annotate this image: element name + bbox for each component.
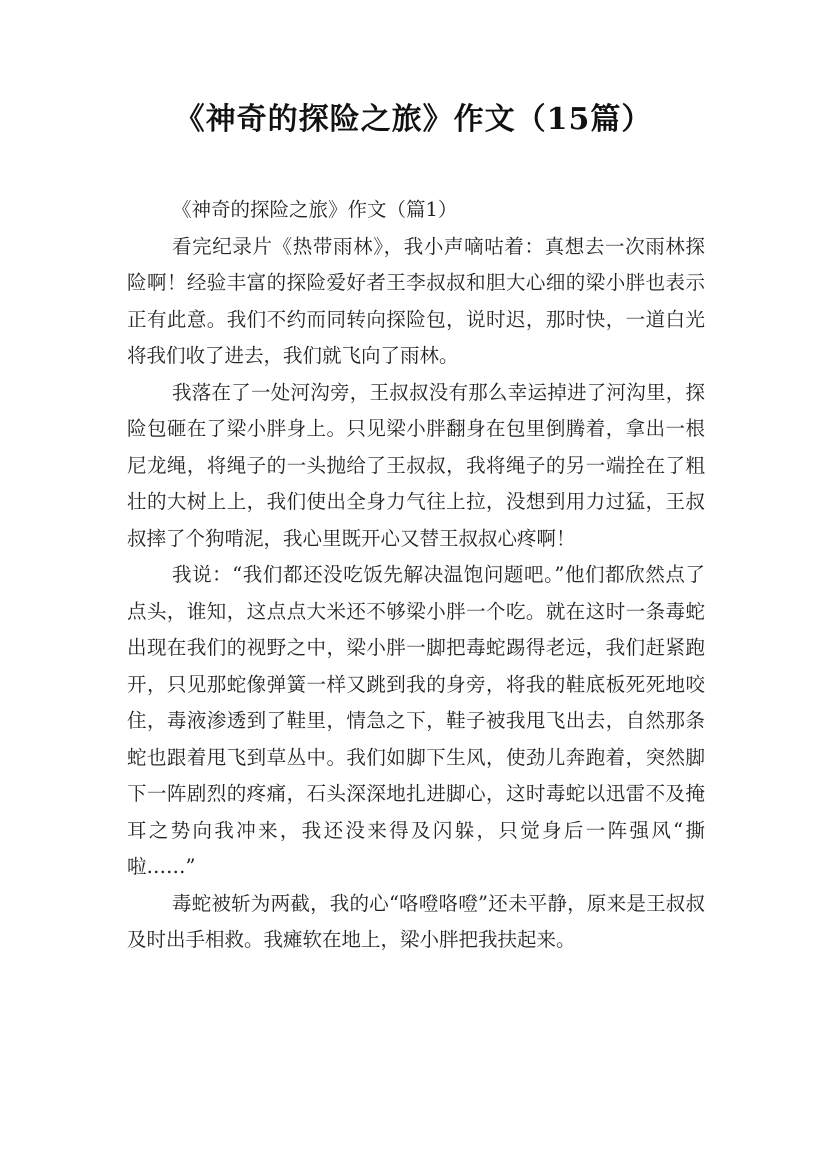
document-title: 《神奇的探险之旅》作文（15篇） xyxy=(174,102,653,137)
paragraph-3: 我说：“我们都还没吃饭先解决温饱问题吧。”他们都欣然点了点头，谁知，这点点大米还不够梁小胖一个吃。就在这时一条毒蛇出现在我们的视野之中，梁小胖一脚把毒蛇踢得老远，我们赶紧跑开，只见那蛇像弹簧一样又跳到我的身旁，将我的鞋底板死死地咬住，毒液渗透到了鞋里，情急之下，鞋子被我甩飞出去，自然那条蛇也跟着甩飞到草丛中。我们如脚下生风，使劲儿奔跑着，突然脚下一阵剧烈的疼痛，石头深深地扎进脚心，这时毒蛇以迅雷不及掩耳之势向我冲来，我还没来得及闪躲，只觉身后一阵强风“撕啦……” xyxy=(127,563,705,878)
paragraph-4: 毒蛇被斩为两截，我的心“咯噔咯噔”还未平静，原来是王叔叔及时出手相救。我瘫软在地上，梁小胖把我扶起来。 xyxy=(127,891,705,951)
section-heading: 《神奇的探险之旅》作文（篇1） xyxy=(172,198,458,221)
document-body xyxy=(127,192,705,959)
paragraph-2: 我落在了一处河沟旁，王叔叔没有那么幸运掉进了河沟里，探险包砸在了梁小胖身上。只见梁小胖翻身在包里倒腾着，拿出一根尼龙绳，将绳子的一头抛给了王叔叔，我将绳子的另一端拴在了粗壮的大树上上，我们使出全身力气往上拉，没想到用力过猛，王叔叔摔了个狗啃泥，我心里既开心又替王叔叔心疼啊！ xyxy=(127,380,705,550)
paragraph-1: 看完纪录片《热带雨林》，我小声嘀咕着：真想去一次雨林探险啊！经验丰富的探险爱好者王李叔叔和胆大心细的梁小胖也表示正有此意。我们不约而同转向探险包，说时迟，那时快，一道白光将我们收了进去，我们就飞向了雨林。 xyxy=(127,234,705,367)
